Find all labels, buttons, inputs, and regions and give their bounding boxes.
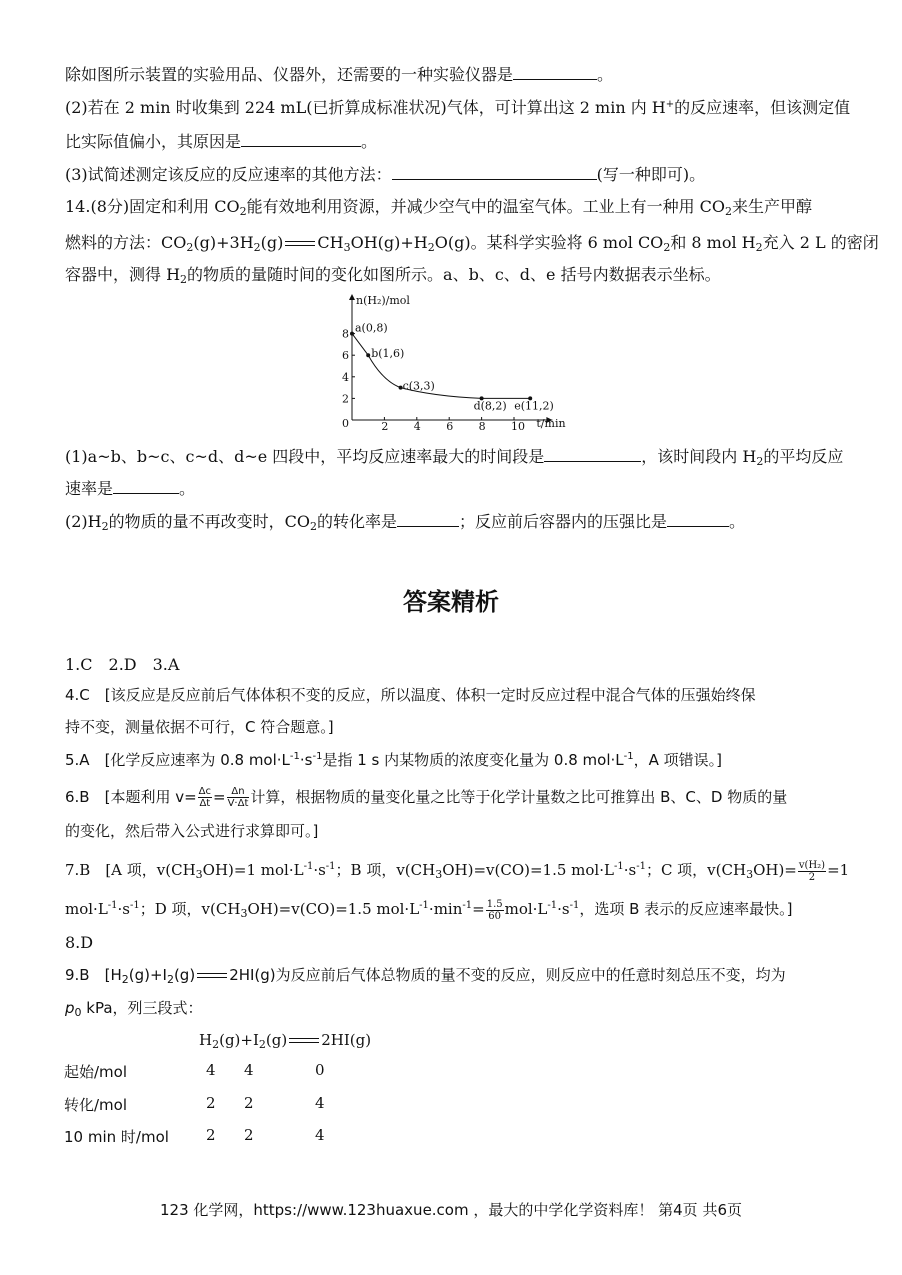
h2-curve	[352, 334, 530, 399]
table-header-text: (g)	[265, 1031, 288, 1049]
answer-6-line-2	[65, 820, 840, 842]
y-tick-label: 4	[342, 370, 349, 384]
question-text: 的转化率是	[317, 512, 398, 531]
fraction	[486, 899, 504, 922]
y-tick-label: 8	[342, 327, 349, 341]
question-text: OH(g)+H	[350, 233, 428, 252]
superscript: -1	[419, 900, 429, 911]
answer-text: ·s	[299, 751, 313, 769]
punctuation: 。	[179, 479, 196, 498]
table-header-text: (g)+I	[219, 1031, 259, 1049]
subscript: 2	[258, 1038, 266, 1051]
subscript: 2	[101, 520, 109, 533]
x-tick-label: 4	[413, 420, 421, 432]
answer-text: 4.C [该反应是反应前后气体体积不变的反应，所以温度、体积一定时反应过程中混合气体的压强始终保	[65, 686, 756, 704]
answer-9-line-2	[65, 997, 840, 1019]
subscript: 2	[253, 241, 261, 254]
subscript: 3	[240, 907, 248, 920]
answer-text: 9.B [H	[65, 966, 122, 984]
table-cell: 2	[206, 1126, 216, 1144]
answer-text: ·min	[428, 900, 463, 918]
question-14-line-1	[65, 196, 840, 218]
fraction-numerator: v(H₂)	[798, 859, 826, 871]
answer-9-line-1	[65, 964, 840, 986]
question-text: 充入 2 L 的密闭	[762, 233, 879, 252]
subscript: 2	[427, 241, 435, 254]
data-point-label: e(11,2)	[514, 399, 554, 413]
answer-text: ；D 项，v(CH	[139, 900, 241, 918]
subscript: 0	[74, 1006, 82, 1019]
question-text: (1)a~b、b~c、c~d、d~e 四段中，平均反应速率最大的时间段是	[65, 447, 545, 466]
data-point-label: a(0,8)	[355, 321, 388, 335]
answer-text: =	[472, 900, 485, 918]
page-footer: 123 化学网，https://www.123huaxue.com ，最大的中学化学资料库！ 第4页 共6页	[159, 1201, 742, 1219]
equilibrium-arrow-icon	[289, 1037, 319, 1045]
y-axis-arrow-icon	[349, 294, 355, 300]
subscript: 2	[310, 520, 317, 533]
data-point-label: b(1,6)	[371, 347, 405, 361]
answer-text: ，A 项错误。]	[633, 751, 722, 769]
h2-amount-chart	[330, 290, 575, 432]
x-tick-label: 2	[381, 420, 389, 432]
question-14-line-3	[65, 264, 840, 286]
answer-blank[interactable]	[397, 510, 459, 527]
question-text: 的平均反应	[763, 447, 844, 466]
question-line-1	[65, 63, 840, 86]
question-text: 的物质的量随时间的变化如图所示。a、b、c、d、e 括号内数据表示坐标。	[187, 265, 721, 284]
answer-text: OH)=	[753, 861, 797, 879]
equilibrium-arrow-icon	[285, 240, 315, 248]
superscript: -1	[289, 751, 300, 762]
table-cell: 4	[315, 1126, 325, 1144]
data-point-label: d(8,2)	[473, 399, 507, 413]
question-line-4	[65, 163, 840, 186]
question-text: 能有效地利用资源，并减少空气中的温室气体。工业上有一种用 CO	[246, 197, 726, 216]
table-row-label: 转化/mol	[64, 1096, 128, 1114]
answer-blank[interactable]	[113, 477, 179, 494]
superscript: -1	[613, 861, 624, 872]
question-text: (2)H	[65, 512, 102, 531]
answers-heading: 答案精析	[403, 588, 499, 616]
question-text: ；反应前后容器内的压强比是	[459, 512, 668, 531]
punctuation: 。	[361, 132, 378, 151]
superscript: -1	[636, 861, 646, 872]
question-14-sub1-line-1	[65, 445, 844, 468]
fraction-denominator: 2	[808, 871, 816, 883]
question-text: CH	[317, 233, 344, 252]
answer-text: 持不变，测量依据不可行，C 符合题意。]	[65, 718, 334, 736]
x-tick-label: 6	[446, 420, 454, 432]
question-text: 和 8 mol H	[670, 233, 756, 252]
question-text: 的反应速率，但该测定值	[674, 98, 851, 117]
data-point	[366, 353, 370, 357]
answer-text: ·s	[117, 900, 130, 918]
question-text: 比实际值偏小，其原因是	[65, 132, 242, 151]
answer-text: OH)=v(CO)=1.5 mol·L	[247, 900, 420, 918]
question-text: 来生产甲醇	[732, 197, 813, 216]
subscript: 2	[755, 241, 763, 254]
answer-blank[interactable]	[667, 510, 729, 527]
answer-5	[65, 749, 840, 771]
question-text: (g)	[260, 233, 284, 252]
question-14-sub1-line-2	[65, 477, 840, 500]
table-cell: 4	[206, 1061, 216, 1079]
answer-6-line-1	[65, 786, 840, 809]
x-tick-label: 8	[478, 420, 486, 432]
y-tick-label: 6	[342, 349, 349, 363]
subscript: 2	[186, 241, 194, 254]
answer-text: 是指 1 s 内某物质的浓度变化量为 0.8 mol·L	[322, 751, 624, 769]
answer-blank[interactable]	[241, 130, 361, 147]
fraction-denominator: 60	[488, 910, 502, 922]
fraction-denominator: Δt	[199, 798, 211, 809]
subscript: 3	[746, 868, 754, 881]
answer-text: =1	[827, 861, 850, 879]
table-header-text: H	[199, 1031, 213, 1049]
question-text: 14.(8分)固定和利用 CO	[65, 197, 240, 216]
fraction	[227, 786, 250, 809]
subscript: 3	[435, 868, 443, 881]
subscript: 2	[180, 273, 188, 286]
answer-text: (g)	[173, 966, 196, 984]
subscript: 2	[663, 241, 671, 254]
answer-text: 1.C 2.D 3.A	[65, 655, 180, 674]
three-stage-header	[199, 1031, 371, 1049]
question-text: 速率是	[65, 479, 114, 498]
superscript: -1	[303, 861, 314, 872]
answer-text: ·s	[313, 861, 326, 879]
question-line-3	[65, 130, 840, 153]
superscript: -1	[462, 900, 473, 911]
question-14-sub2-line	[65, 510, 840, 533]
answer-4-line-1	[65, 684, 840, 706]
answer-text: 计算，根据物质的量变化量之比等于化学计量数之比可推算出 B、C、D 物质的量	[250, 788, 788, 806]
table-cell: 0	[315, 1061, 325, 1079]
answer-text: 的变化，然后带入公式进行求算即可。]	[65, 822, 319, 840]
answer-text: 6.B [本题利用 v=	[65, 788, 197, 806]
superscript: -1	[312, 751, 323, 762]
answer-text: (g)+I	[128, 966, 167, 984]
answer-text: 2HI(g)为反应前后气体总物质的量不变的反应，则反应中的任意时刻总压不变，均为	[229, 966, 786, 984]
answer-1-3	[65, 654, 840, 676]
answer-text: ；B 项，v(CH	[335, 861, 436, 879]
question-text: 除如图所示装置的实验用品、仪器外，还需要的一种实验仪器是	[65, 65, 514, 84]
question-text: (写一种即可)。	[596, 165, 706, 184]
answer-8	[65, 932, 840, 954]
x-tick-label: 10	[511, 420, 525, 432]
question-text: ，该时间段内 H	[641, 447, 757, 466]
table-cell: 2	[244, 1094, 254, 1112]
superscript: -1	[569, 900, 580, 911]
x-tick-label: 0	[342, 417, 349, 430]
question-text: 的物质的量不再改变时，CO	[108, 512, 310, 531]
table-header-text: 2HI(g)	[321, 1031, 372, 1049]
data-point	[350, 332, 354, 336]
answer-4-line-2	[65, 716, 840, 738]
question-text: O(g)。某科学实验将 6 mol CO	[434, 233, 664, 252]
fraction	[198, 786, 212, 809]
equilibrium-arrow-icon	[197, 972, 227, 980]
table-cell: 2	[206, 1094, 216, 1112]
punctuation: 。	[729, 512, 746, 531]
table-row-label: 起始/mol	[64, 1063, 128, 1081]
superscript: -1	[325, 861, 336, 872]
subscript: 2	[725, 205, 733, 218]
fraction	[798, 860, 826, 883]
answer-text: p	[65, 999, 75, 1017]
answer-7-line-2	[65, 898, 840, 922]
answer-text: ，选项 B 表示的反应速率最快。]	[579, 900, 793, 918]
answer-text: ·s	[557, 900, 570, 918]
answer-text: 5.A [化学反应速率为 0.8 mol·L	[65, 751, 290, 769]
y-axis-label: n(H₂)/mol	[356, 294, 410, 307]
answer-text: kPa，列三段式：	[81, 999, 203, 1017]
fraction-denominator: V·Δt	[227, 798, 249, 809]
table-cell: 4	[244, 1061, 254, 1079]
subscript: 3	[195, 868, 203, 881]
superscript: -1	[130, 900, 140, 911]
answer-text: ·s	[623, 861, 637, 879]
answer-text: mol·L	[504, 900, 548, 918]
subscript: 2	[166, 973, 174, 986]
table-cell: 2	[244, 1126, 254, 1144]
answer-text: OH)=1 mol·L	[202, 861, 304, 879]
table-row-label: 10 min 时/mol	[64, 1128, 169, 1146]
question-text: (g)+3H	[193, 233, 254, 252]
answer-text: =	[213, 788, 226, 806]
question-text: (2)若在 2 min 时收集到 224 mL(已折算成标准状况)气体，可计算出这 2 min 内 H	[65, 98, 666, 117]
answer-blank[interactable]	[392, 163, 597, 180]
subscript: 2	[756, 455, 764, 468]
question-14-line-2	[65, 232, 879, 254]
answer-blank[interactable]	[544, 445, 641, 462]
superscript: +	[665, 99, 675, 110]
table-cell: 4	[315, 1094, 325, 1112]
answer-7-line-1	[65, 859, 850, 883]
question-text: 燃料的方法：CO	[65, 233, 187, 252]
x-axis-label: t/min	[536, 417, 566, 430]
fraction-numerator: Δn	[227, 786, 250, 798]
subscript: 2	[212, 1038, 220, 1051]
answer-blank[interactable]	[513, 63, 597, 80]
subscript: 2	[121, 973, 129, 986]
data-point-label: c(3,3)	[402, 379, 435, 393]
subscript: 3	[343, 241, 351, 254]
question-line-2	[65, 97, 851, 119]
punctuation: 。	[597, 65, 614, 84]
question-text: 容器中，测得 H	[65, 265, 181, 284]
superscript: -1	[107, 900, 118, 911]
answer-text: mol·L	[65, 900, 108, 918]
superscript: -1	[623, 751, 634, 762]
answer-text: ；C 项，v(CH	[645, 861, 747, 879]
question-text: (3)试简述测定该反应的反应速率的其他方法：	[65, 165, 392, 184]
answer-text: 7.B [A 项，v(CH	[65, 861, 196, 879]
fraction-numerator: Δc	[198, 786, 212, 797]
answer-text: 8.D	[65, 933, 94, 952]
subscript: 2	[239, 205, 247, 218]
y-tick-label: 2	[342, 392, 349, 406]
answer-text: OH)=v(CO)=1.5 mol·L	[442, 861, 614, 879]
superscript: -1	[547, 900, 558, 911]
fraction-numerator: 1.5	[486, 898, 503, 910]
